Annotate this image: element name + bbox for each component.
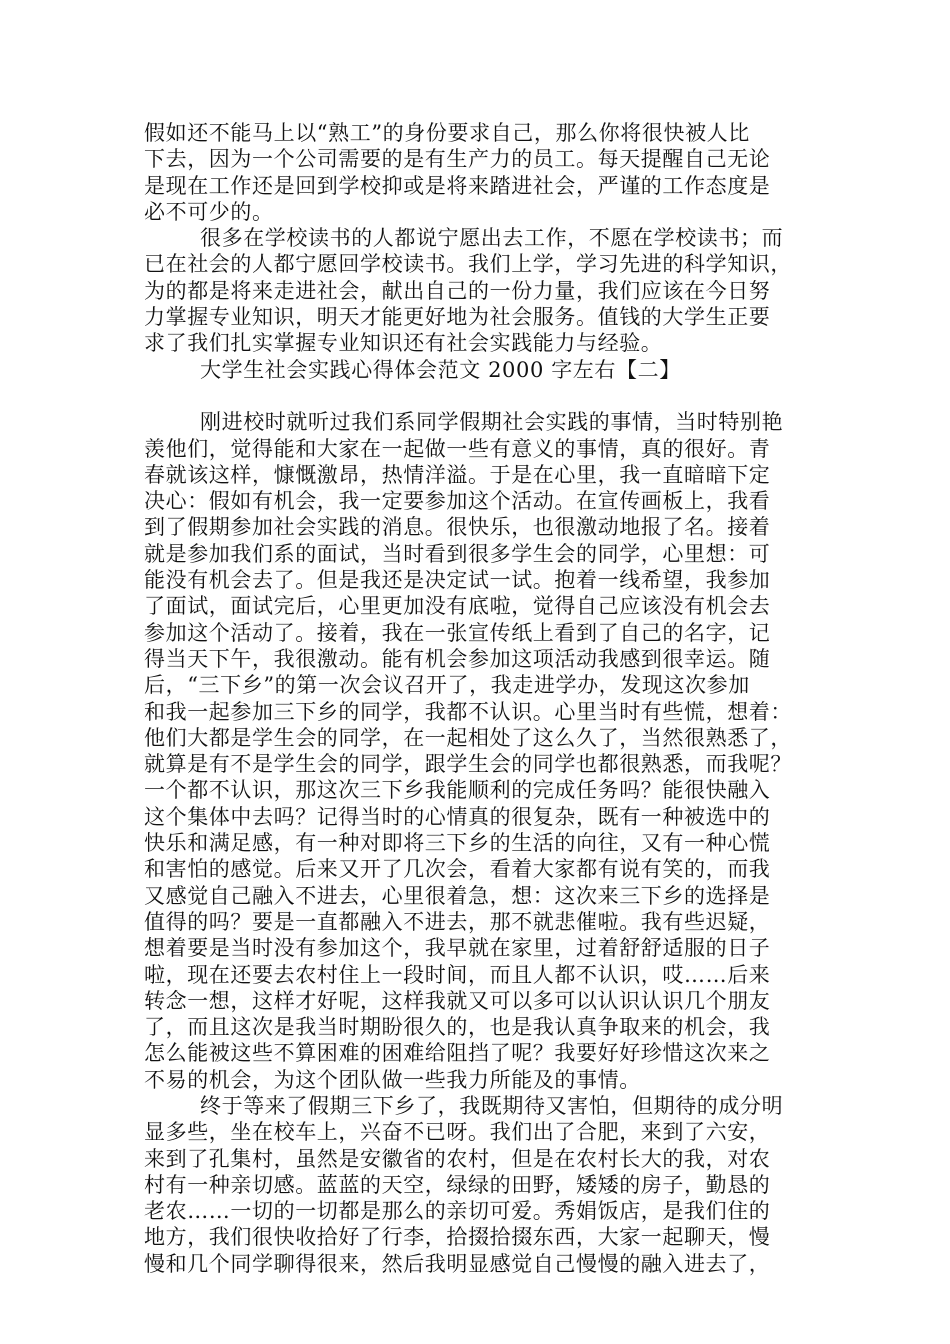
text-line: 了，而且这次是我当时期盼很久的，也是我认真争取来的机会，我 [144,1015,771,1040]
text-line: 他们大都是学生会的同学，在一起相处了这么久了，当然很熟悉了， [144,725,792,750]
text-line: 怎么能被这些不算困难的困难给阻挡了呢？我要好好珍惜这次来之 [144,1041,771,1066]
text-line: 下去，因为一个公司需要的是有生产力的员工。每天提醒自己无论 [144,147,771,172]
text-line: 和害怕的感觉。后来又开了几次会，看着大家都有说有笑的，而我 [144,857,771,882]
text-line: 已在社会的人都宁愿回学校读书。我们上学，学习先进的科学知识， [144,252,792,277]
text-line: 快乐和满足感，有一种对即将三下乡的生活的向往，又有一种心慌 [144,831,771,856]
paragraph-1 [144,120,824,225]
text-line: 慢和几个同学聊得很来，然后我明显感觉自己慢慢的融入进去了， [144,1251,771,1276]
text-line: 为的都是将来走进社会，献出自己的一份力量，我们应该在今日努 [144,278,771,303]
text-line: 就是参加我们系的面试，当时看到很多学生会的同学，心里想：可 [144,541,771,566]
paragraph-3 [144,409,824,1093]
paragraph-4 [144,1093,824,1277]
text-line: 很多在学校读书的人都说宁愿出去工作，不愿在学校读书；而 [200,226,784,251]
text-line: 能没有机会去了。但是我还是决定试一试。抱着一线希望，我参加 [144,568,771,593]
text-line: 参加这个活动了。接着，我在一张宣传纸上看到了自己的名字，记 [144,620,771,645]
text-line: 显多些，坐在校车上，兴奋不已呀。我们出了合肥，来到了六安， [144,1120,771,1145]
blank-line [144,383,824,409]
text-line: 刚进校时就听过我们系同学假期社会实践的事情，当时特别艳 [200,410,784,435]
text-line: 和我一起参加三下乡的同学，我都不认识。心里当时有些慌，想着： [144,699,792,724]
text-line: 来到了孔集村，虽然是安徽省的农村，但是在农村长大的我，对农 [144,1146,771,1171]
text-line: 一个都不认识，那这次三下乡我能顺利的完成任务吗？能很快融入 [144,778,771,803]
text-line: 转念一想，这样才好呢，这样我就又可以多可以认识认识几个朋友 [144,988,771,1013]
text-line: 了面试，面试完后，心里更加没有底啦，觉得自己应该没有机会去 [144,594,771,619]
paragraph-2 [144,225,824,356]
text-line: 就算是有不是学生会的同学，跟学生会的同学也都很熟悉，而我呢？ [144,752,792,777]
text-line: 春就该这样，慷慨激昂，热情洋溢。于是在心里，我一直暗暗下定 [144,462,771,487]
document-page [144,120,824,1277]
text-line: 到了假期参加社会实践的消息。很快乐，也很激动地报了名。接着 [144,515,771,540]
text-line: 决心：假如有机会，我一定要参加这个活动。在宣传画板上，我看 [144,489,771,514]
text-line: 假如还不能马上以“熟工”的身份要求自己，那么你将很快被人比 [144,121,750,145]
text-line: 是现在工作还是回到学校抑或是将来踏进社会，严谨的工作态度是 [144,173,771,198]
text-line: 不易的机会，为这个团队做一些我力所能及的事情。 [144,1067,641,1092]
text-line: 地方，我们很快收拾好了行李，拾掇拾掇东西，大家一起聊天，慢 [144,1225,771,1250]
text-line: 必不可少的。 [144,199,274,224]
text-line: 值得的吗？要是一直都融入不进去，那不就悲催啦。我有些迟疑， [144,909,771,934]
section-heading: 大学生社会实践心得体会范文 2000 字左右【二】 [200,357,681,382]
text-line: 想着要是当时没有参加这个，我早就在家里，过着舒舒适服的日子 [144,936,771,961]
text-line: 得当天下午，我很激动。能有机会参加这项活动我感到很幸运。随 [144,646,771,671]
text-line: 终于等来了假期三下乡了，我既期待又害怕，但期待的成分明 [200,1093,784,1118]
text-line: 求了我们扎实掌握专业知识还有社会实践能力与经验。 [144,331,663,356]
text-line: 羡他们，觉得能和大家在一起做一些有意义的事情，真的很好。青 [144,436,771,461]
text-line: 后，“三下乡”的第一次会议召开了，我走进学办，发现这次参加 [144,673,750,698]
text-line: 村有一种亲切感。蓝蓝的天空，绿绿的田野，矮矮的房子，勤恳的 [144,1172,771,1197]
text-line: 又感觉自己融入不进去，心里很着急，想：这次来三下乡的选择是 [144,883,771,908]
text-line: 这个集体中去吗？记得当时的心情真的很复杂，既有一种被选中的 [144,804,771,829]
text-line: 啦，现在还要去农村住上一段时间，而且人都不认识，哎……后来 [144,962,771,987]
text-line: 力掌握专业知识，明天才能更好地为社会服务。值钱的大学生正要 [144,305,771,330]
text-line: 老农……一切的一切都是那么的亲切可爱。秀娟饭店，是我们住的 [144,1199,771,1224]
